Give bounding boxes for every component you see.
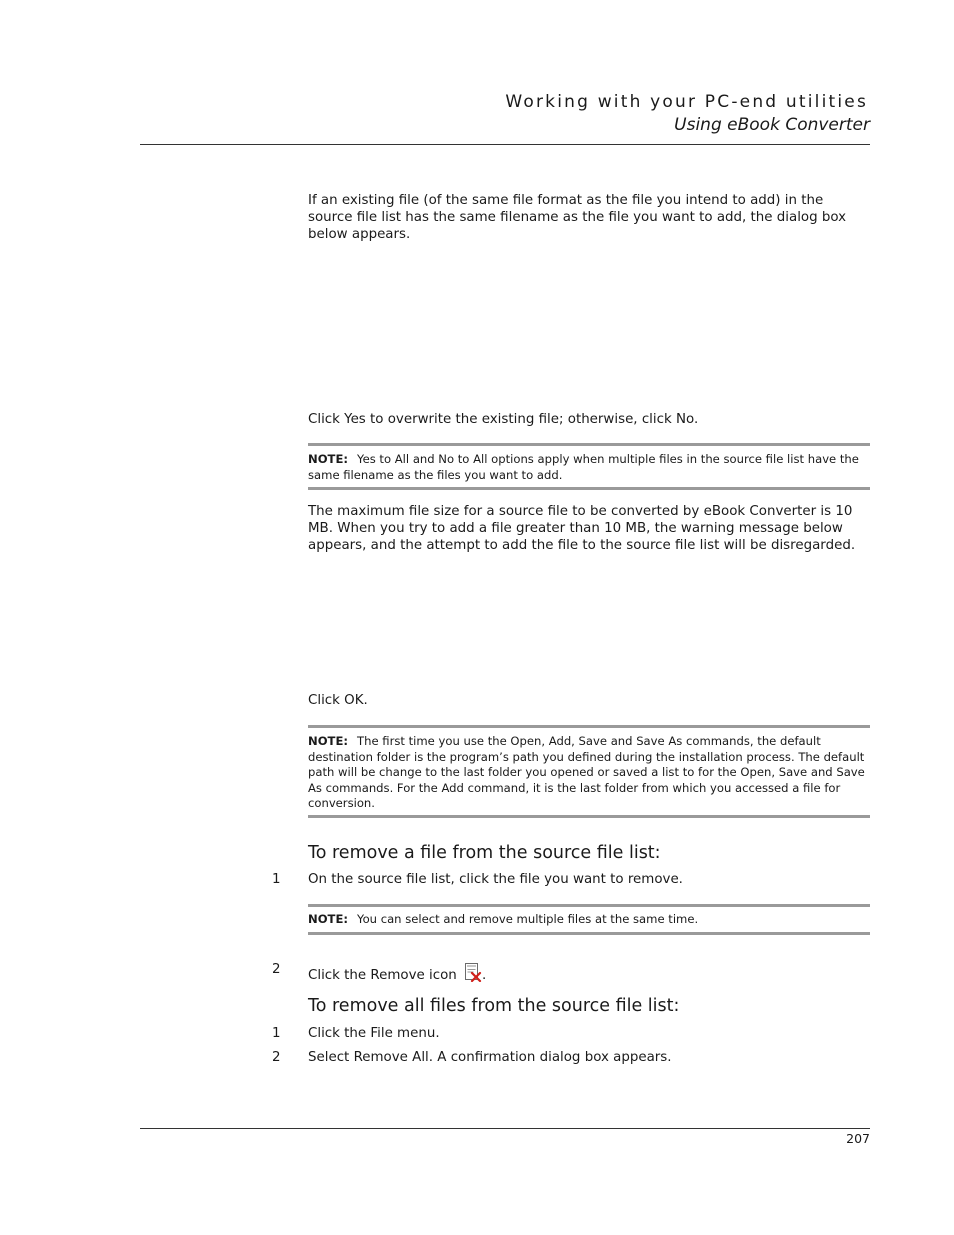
step-number: 2 [272, 1050, 281, 1065]
step-text-remove-icon [308, 962, 486, 986]
step-text: Select Remove All. A confirmation dialog box appears. [308, 1050, 672, 1065]
step-text: On the source file list, click the file you want to remove. [308, 872, 683, 887]
note-text: You can select and remove multiple files at the same time. [357, 912, 699, 926]
page-number: 207 [846, 1131, 870, 1146]
note-yes-no-to-all [308, 443, 870, 490]
running-header-title: Working with your PC-end utilities [505, 92, 868, 112]
section-heading-remove-all: To remove all files from the source file list: [308, 996, 680, 1016]
header-rule [140, 144, 870, 145]
note-text: Yes to All and No to All options apply when multiple files in the source file list have the same filename as the files you want to add. [308, 452, 859, 482]
section-heading-remove-file: To remove a file from the source file list: [308, 843, 661, 863]
note-label: NOTE: [308, 912, 349, 926]
remove-file-icon [464, 962, 482, 986]
step-number: 2 [272, 962, 281, 977]
step-number: 1 [272, 1026, 281, 1041]
note-label: NOTE: [308, 734, 349, 748]
paragraph-click-ok: Click OK. [308, 693, 368, 708]
step-text: Click the File menu. [308, 1026, 440, 1041]
paragraph-max-file-size: The maximum file size for a source file to be converted by eBook Converter is 10 MB. When you try to add a file greater than 10 MB, the warning message below appears, and the attempt to add the file to the source file list will be disregarded. [308, 504, 856, 553]
footer-rule [140, 1128, 870, 1129]
note-default-folder [308, 725, 870, 818]
paragraph-click-yes: Click Yes to overwrite the existing file; otherwise, click No. [308, 412, 699, 427]
running-header-subtitle: Using eBook Converter [674, 115, 870, 135]
paragraph-duplicate-file: If an existing file (of the same file format as the file you intend to add) in the source file list has the same filename as the file you want to add, the dialog box below appears. [308, 193, 847, 242]
note-text: The first time you use the Open, Add, Save and Save As commands, the default destination folder is the program’s path you defined during the installation process. The default path will be change to the last folder you opened or saved a list to for the Open, Save and Save As commands. For the Add command, it is the last folder from which you accessed a file for conversion. [308, 734, 865, 811]
note-label: NOTE: [308, 452, 349, 466]
note-multiple-remove [308, 904, 870, 935]
step-text-suffix: . [482, 968, 487, 983]
step-text: Click the Remove icon [308, 968, 457, 983]
step-number: 1 [272, 872, 281, 887]
